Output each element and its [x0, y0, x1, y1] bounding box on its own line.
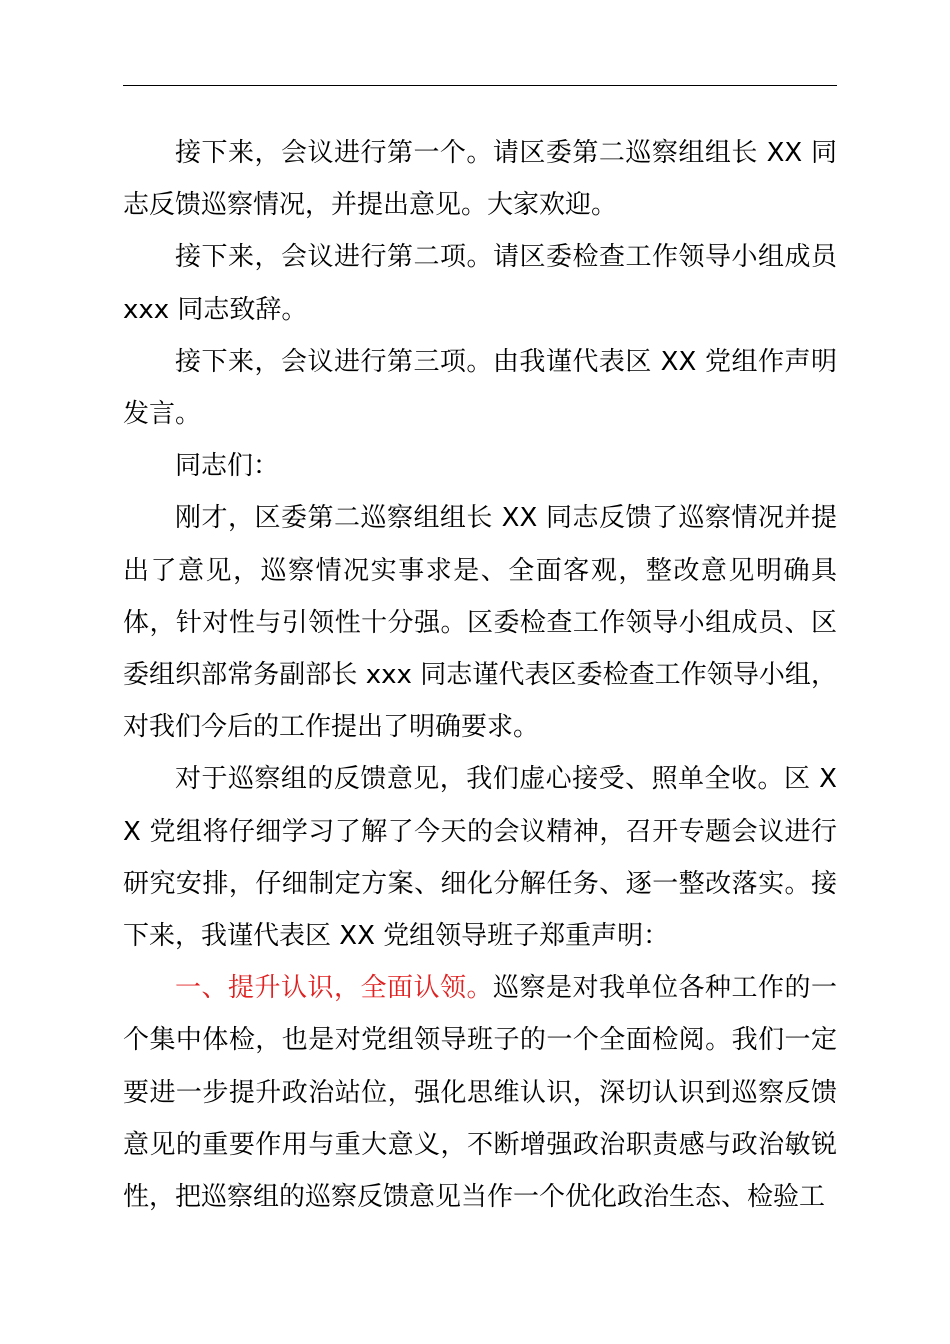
section-heading: 一、提升认识，全面认领。: [175, 973, 493, 1004]
paragraph-section-one: [123, 962, 837, 1223]
paragraph-agenda-item-3: 接下来，会议进行第三项。由我谨代表区 XX 党组作声明发言。: [123, 346, 837, 430]
header-rule: [123, 85, 837, 86]
paragraph-agenda-item-2: 接下来，会议进行第二项。请区委检查工作领导小组成员 xxx 同志致辞。: [123, 242, 837, 325]
paragraph-agenda-item-1: 接下来，会议进行第一个。请区委第二巡察组组长 XX 同志反馈巡察情况，并提出意见。大家欢迎。: [123, 138, 837, 221]
paragraph-feedback-summary: 刚才，区委第二巡察组组长 XX 同志反馈了巡察情况并提出了意见，巡察情况实事求是、全面客观，整改意见明确具体，针对性与引领性十分强。区委检查工作领导小组成员、区委组织部常务副部长 xxx 同志谨代表区委检查工作领导小组，对我们今后的工作提出了明确要求。: [123, 503, 837, 743]
section-body: 巡察是对我单位各种工作的一个集中体检，也是对党组领导班子的一个全面检阅。我们一定要进一步提升政治站位，强化思维认识，深切认识到巡察反馈意见的重要作用与重大意义，不断增强政治职责感与政治敏锐性，把巡察组的巡察反馈意见当作一个优化政治生态、检验工: [123, 973, 837, 1213]
paragraph-acceptance: 对于巡察组的反馈意见，我们虚心接受、照单全收。区 XX 党组将仔细学习了解了今天的会议精神，召开专题会议进行研究安排，仔细制定方案、细化分解任务、逐一整改落实。接下来，我谨代表区 XX 党组领导班子郑重声明：: [123, 764, 837, 952]
document-body: [123, 127, 837, 1223]
paragraph-salutation: 同志们：: [175, 451, 280, 482]
